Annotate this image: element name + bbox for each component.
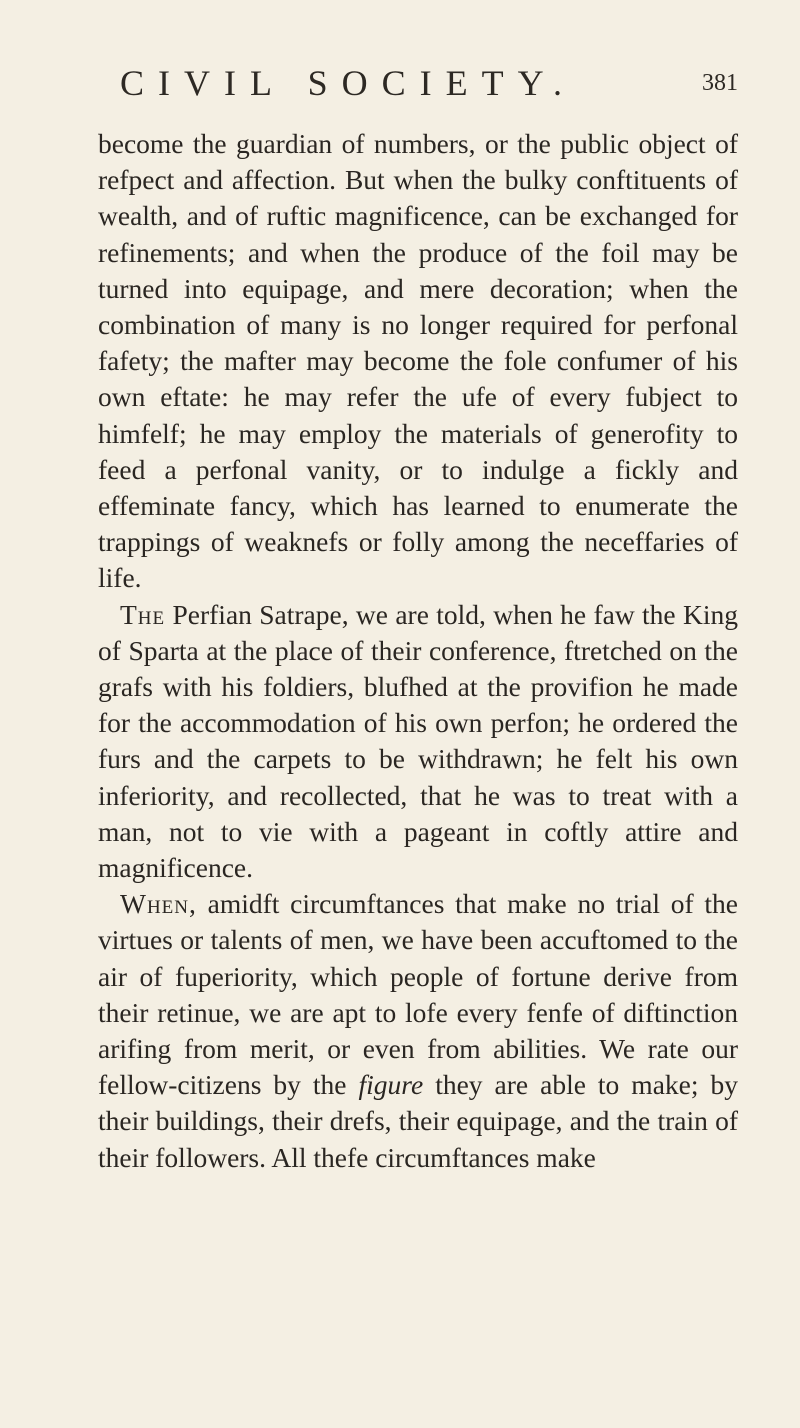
header-title: CIVIL SOCIETY. bbox=[120, 63, 576, 103]
paragraph-3-italic-word: figure bbox=[358, 1069, 424, 1101]
paragraph-1-text: become the guardian of numbers, or the public object of refpect and affection. But when the bulky conftituents of wealth, and of ruftic magnificence, can be exchanged for refinements; and when the produce of the foil may be turned into equipage, and mere decoration; when the combination of many is no longer required for perfonal fafety; the mafter may become the fole confumer of his own eftate: he may refer the ufe of every fubject to himfelf; he may employ the materials of generofity to feed a perfonal vanity, or to indulge a fickly and effeminate fancy, which has learned to enumerate the trappings of weaknefs or folly among the neceffaries of life. bbox=[98, 128, 738, 594]
paragraph-2-lead: The bbox=[120, 598, 166, 630]
paragraph-2 bbox=[98, 597, 738, 887]
paragraph-1 bbox=[98, 126, 738, 597]
paragraph-3-text-after: they are able to make; by their buildings, their drefs, their equipage, and the train of their followers. All thefe circumftances make bbox=[98, 1069, 738, 1173]
body-text bbox=[98, 126, 738, 1176]
paragraph-3-lead: When, bbox=[120, 888, 197, 920]
paragraph-2-text: Perfian Satrape, we are told, when he faw the King of Sparta at the place of their conference, ftretched on the grafs with his foldiers, blufhed at the provifion he made for the accommodation of his own perfon; he ordered the furs and the carpets to be withdrawn; he felt his own inferiority, and recollected, that he was to treat with a man, not to vie with a pageant in coftly attire and magnificence. bbox=[98, 598, 738, 884]
paragraph-3 bbox=[98, 886, 738, 1176]
paragraph-3-text-before: amidft circumftances that make no trial of the virtues or talents of men, we have been accuftomed to the air of fuperiority, which people of fortune derive from their retinue, we are apt to lofe every fenfe of diftinction arifing from merit, or even from abilities. We rate our fellow-citizens by the bbox=[98, 888, 738, 1101]
page-number: 381 bbox=[702, 70, 738, 96]
running-head bbox=[98, 62, 738, 108]
